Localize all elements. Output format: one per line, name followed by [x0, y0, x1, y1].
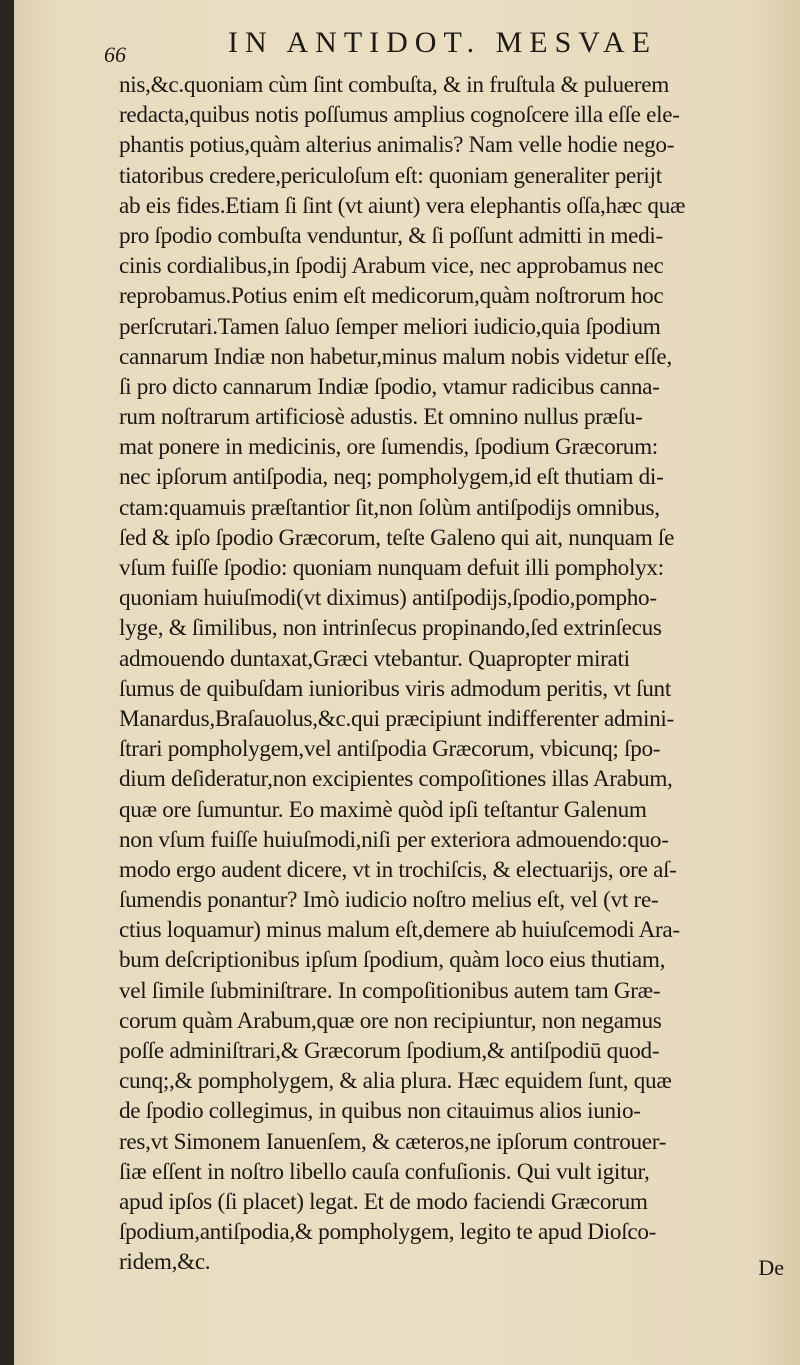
text-line: quoniam huiuſmodi(vt diximus) antiſpodijs,ſpodio,pompho-	[119, 585, 657, 612]
text-line: cannarum Indiæ non habetur,minus malum nobis videtur eſſe,	[119, 343, 672, 370]
body-text	[119, 70, 774, 1278]
text-line: ridem,&c.	[119, 1249, 211, 1276]
text-line: mat ponere in medicinis, ore ſumendis, ſpodium Græcorum:	[119, 434, 658, 461]
text-line: poſſe adminiſtrari,& Græcorum ſpodium,& antiſpodiū quod-	[119, 1038, 660, 1064]
text-line: perſcrutari.Tamen ſaluo ſemper meliori iudicio,quia ſpodium	[119, 313, 661, 340]
text-line: ſumus de quibuſdam iunioribus viris admodum peritis, vt ſunt	[119, 675, 671, 702]
text-line: res,vt Simonem Ianuenſem, & cæteros,ne ipſorum controuer-	[119, 1128, 667, 1155]
text-line: nis,&c.quoniam cùm ſint combuſta, & in fruſtula & puluerem	[119, 72, 669, 98]
text-line: lyge, & ſimilibus, non intrinſecus propinando,ſed extrinſecus	[119, 615, 662, 642]
text-line: rum noſtrarum artificiosè adustis. Et omnino nullus præſu-	[119, 404, 643, 431]
text-line: ſumendis ponantur? Imò iudicio noſtro melius eſt, vel (vt re-	[119, 887, 659, 914]
text-line: bum deſcriptionibus ipſum ſpodium, quàm loco eius thutiam,	[119, 947, 666, 974]
text-line: ctius loquamur) minus malum eſt,demere ab huiuſcemodi Ara-	[119, 917, 680, 944]
text-line: ſtrari pompholygem,vel antiſpodia Græcorum, vbicunq; ſpo-	[119, 736, 661, 763]
page-number: 66	[104, 42, 126, 67]
text-line: cinis cordialibus,in ſpodij Arabum vice, nec approbamus nec	[119, 253, 664, 280]
text-line: ctam:quamuis præſtantior ſit,non ſolùm antiſpodijs omnibus,	[119, 494, 660, 521]
text-line: nec ipſorum antiſpodia, neq; pompholygem,id eſt thutiam di-	[119, 464, 664, 491]
text-line: Manardus,Braſauolus,&c.qui præcipiunt indifferenter admini-	[119, 705, 674, 732]
text-line: ſpodium,antiſpodia,& pompholygem, legito te apud Dioſco-	[119, 1219, 657, 1246]
text-line: vſum fuiſſe ſpodio: quoniam nunquam defuit illi pompholyx:	[119, 555, 664, 581]
text-line: tiatoribus credere,periculoſum eſt: quoniam generaliter perijt	[119, 162, 662, 189]
text-line: dium deſideratur,non excipientes compoſitiones illas Arabum,	[119, 766, 673, 793]
text-line: ab eis fides.Etiam ſi ſint (vt aiunt) vera elephantis oſſa,hæc quæ	[119, 192, 686, 219]
text-line: admouendo duntaxat,Græci vtebantur. Quapropter mirati	[119, 645, 630, 672]
text-line: ſi pro dicto cannarum Indiæ ſpodio, vtamur radicibus canna-	[119, 373, 660, 400]
page-header	[104, 20, 760, 70]
text-line: non vſum fuiſſe huiuſmodi,niſi per exteriora admouendo:quo-	[119, 826, 669, 853]
text-line: reprobamus.Potius enim eſt medicorum,quàm noſtrorum hoc	[119, 283, 664, 310]
text-line: phantis potius,quàm alterius animalis? Nam velle hodie nego-	[119, 132, 675, 159]
text-line: ſed & ipſo ſpodio Græcorum, teſte Galeno qui ait, nunquam ſe	[119, 524, 675, 551]
text-line: apud ipſos (ſi placet) legat. Et de modo faciendi Græcorum	[119, 1188, 648, 1215]
text-line: redacta,quibus notis poſſumus amplius cognoſcere illa eſſe ele-	[119, 102, 680, 129]
catchword: De	[758, 1255, 784, 1280]
text-line: cunq;,& pompholygem, & alia plura. Hæc equidem ſunt, quæ	[119, 1068, 672, 1095]
text-line: corum quàm Arabum,quæ ore non recipiuntur, non negamus	[119, 1007, 662, 1034]
running-head: IN ANTIDOT. MESVAE	[228, 26, 658, 59]
text-line: vel ſimile ſubminiſtrare. In compoſitionibus autem tam Græ-	[119, 977, 661, 1004]
text-line: modo ergo audent dicere, vt in trochiſcis, & electuarijs, ore aſ-	[119, 856, 677, 883]
text-line: pro ſpodio combuſta venduntur, & ſi poſſunt admitti in medi-	[119, 222, 663, 249]
book-page	[14, 0, 800, 1365]
text-line: quæ ore ſumuntur. Eo maximè quòd ipſi teſtantur Galenum	[119, 796, 647, 823]
text-line: ſiæ eſſent in noſtro libello cauſa confuſionis. Qui vult igitur,	[119, 1158, 650, 1185]
text-line: de ſpodio collegimus, in quibus non citauimus alios iunio-	[119, 1098, 641, 1125]
